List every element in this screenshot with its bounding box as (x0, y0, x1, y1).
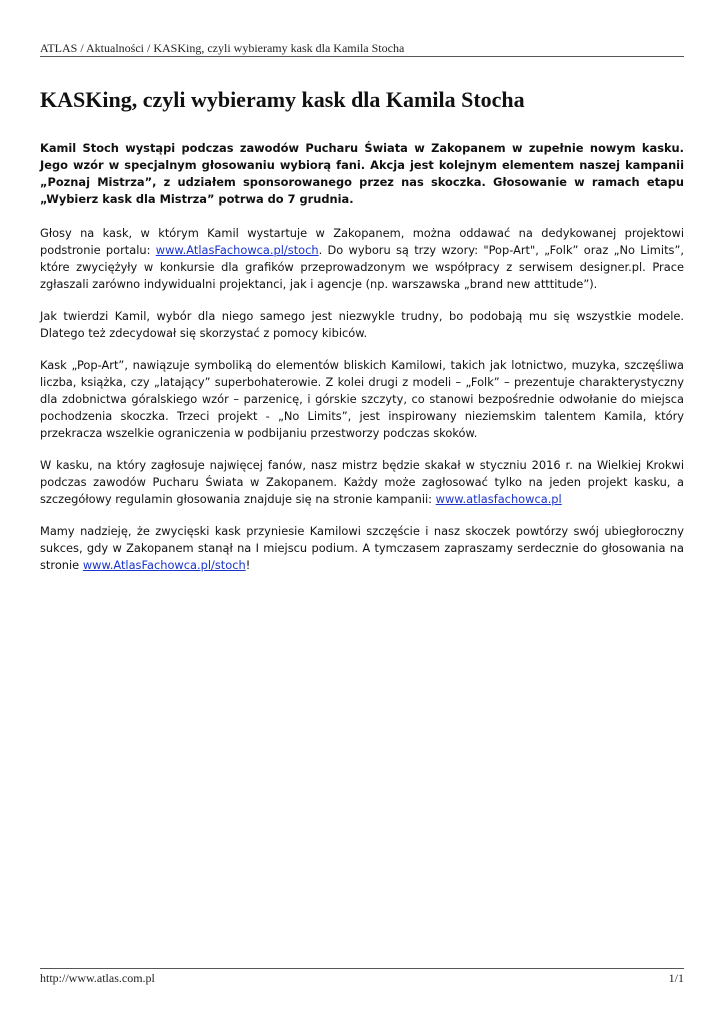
article-lead: Kamil Stoch wystąpi podczas zawodów Pucharu Świata w Zakopanem w zupełnie nowym kasku. Jego wzór w specjalnym głosowaniu wybiorą fani. Akcja jest kolejnym elementem naszej kampanii „Poznaj Mistrza”, z udziałem sponsorowanego przez nas skoczka. Głosowanie w ramach etapu „Wybierz kask dla Mistrza” potrwa do 7 grudnia. (40, 141, 684, 206)
paragraph-rules-text: W kasku, na który zagłosuje najwięcej fanów, nasz mistrz będzie skakał w styczniu 2016 r. na Wielkiej Krokwi podczas zawodów Pucharu Świata w Zakopanem. Każdy może zagłosować tylko na jeden projekt kasku, a szczegółowy regulamin głosowania znajduje się na stronie kampanii: (40, 458, 684, 506)
header-divider (40, 56, 684, 57)
paragraph-designs: Kask „Pop-Art”, nawiązuje symboliką do elementów bliskich Kamilowi, takich jak lotnictwo, muzyka, szczęśliwa liczba, książka, czy „latający” superbohaterowie. Z kolei drugi z modeli – „Folk” – prezentuje charakterystyczny dla zdobnictwa góralskiego wzór – parzenicę, i górskie szczyty, co stanowi bezpośrednie odwołanie do miejsca pochodzenia skoczka. Trzeci projekt - „No Limits”, jest inspirowany nieziemskim talentem Kamila, który przekracza wszelkie ograniczenia w podbijaniu przestworzy podczas skoków. (40, 358, 684, 440)
paragraph-voting (40, 225, 684, 293)
footer-divider (40, 968, 684, 969)
article-title: KASKing, czyli wybieramy kask dla Kamila Stocha (40, 87, 525, 112)
article-body (40, 140, 684, 589)
paragraph-closing-end: ! (245, 558, 251, 572)
footer-url: http://www.atlas.com.pl (40, 971, 155, 985)
page-number: 1/1 (668, 971, 684, 985)
paragraph-rules (40, 457, 684, 508)
paragraph-voting-text-start: Głosy na kask, w którym Kamil wystartuje w Zakopanem, można oddawać na dedykowanej projektowi podstronie portalu: (40, 226, 684, 257)
paragraph-choice: Jak twierdzi Kamil, wybór dla niego samego jest niezwykle trudny, bo podobają mu się wszystkie modele. Dlatego też zdecydował się skorzystać z pomocy kibiców. (40, 309, 684, 340)
stoch-page-link[interactable]: www.AtlasFachowca.pl/stoch (155, 243, 319, 257)
stoch-page-link-closing[interactable]: www.AtlasFachowca.pl/stoch (82, 558, 246, 572)
document-page (40, 0, 684, 1024)
campaign-page-link[interactable]: www.atlasfachowca.pl (435, 492, 562, 506)
paragraph-closing (40, 523, 684, 574)
paragraph-closing-text: Mamy nadzieję, że zwycięski kask przyniesie Kamilowi szczęście i nasz skoczek powtórzy swój ubiegłoroczny sukces, gdy w Zakopanem stanął na I miejscu podium. A tymczasem zapraszamy serdecznie do głosowania na stronie (40, 524, 684, 572)
breadcrumb: ATLAS / Aktualności / KASKing, czyli wybieramy kask dla Kamila Stocha (40, 41, 405, 55)
paragraph-voting-text-end: . Do wyboru są trzy wzory: "Pop-Art", „Folk” oraz „No Limits”, które zwyciężyły w konkursie dla grafików przeprowadzonym we współpracy z serwisem designer.pl. Prace zgłaszali zarówno indywidualni projektanci, jak i agencje (np. warszawska „brand new atttitude”). (40, 243, 684, 291)
